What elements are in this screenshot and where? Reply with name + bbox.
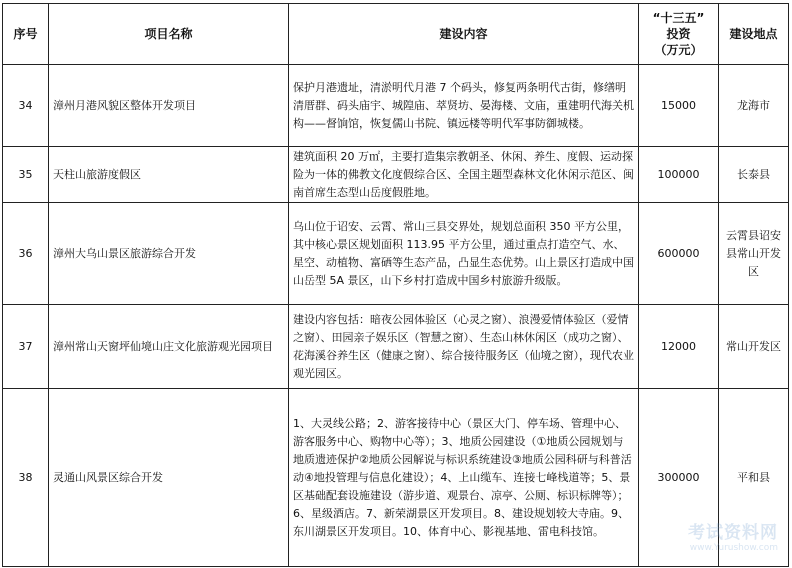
row-name: 灵通山风景区综合开发	[49, 389, 289, 567]
row-investment: 15000	[639, 65, 719, 147]
header-row	[3, 4, 789, 65]
row-no: 36	[3, 203, 49, 305]
row-content: 保护月港遗址，清淤明代月港 7 个码头，修复两条明代古街，修缮明清厝群、码头庙宇、城隍庙、萃贤坊、晏海楼、文庙，重建明代海关机构——督饷馆，恢复儒山书院、镇远楼等明代军事防御城楼。	[289, 65, 639, 147]
row-location: 龙海市	[719, 65, 789, 147]
row-investment: 300000	[639, 389, 719, 567]
row-content: 乌山位于诏安、云霄、常山三县交界处，规划总面积 350 平方公里，其中核心景区规划面积 113.95 平方公里，通过重点打造空气、水、星空、动植物、富硒等生态产品，凸显生态优势。山上景区打造成中国山岳型 5A 景区，山下乡村打造成中国乡村旅游升级版。	[289, 203, 639, 305]
header-investment-line3: （万元）	[654, 43, 703, 57]
header-name: 项目名称	[49, 4, 289, 65]
header-investment-line2: 投资	[666, 27, 691, 41]
table-row	[3, 65, 789, 147]
header-location: 建设地点	[719, 4, 789, 65]
row-investment: 12000	[639, 305, 719, 389]
header-content: 建设内容	[289, 4, 639, 65]
row-name: 天柱山旅游度假区	[49, 147, 289, 203]
table-row	[3, 203, 789, 305]
header-investment	[639, 4, 719, 65]
watermark-title: 考试资料网	[688, 523, 778, 543]
row-content: 1、大灵线公路；2、游客接待中心（景区大门、停车场、管理中心、游客服务中心、购物中心等）；3、地质公园建设（①地质公园规划与地质遗迹保护②地质公园解说与标识系统建设③地质公园科研与科普活动④地投管理与信息化建设）；4、上山缆车、连接七峰栈道等；5、景区基础配套设施建设（游步道、观景台、凉亭、公厕、标识标牌等）；6、星级酒店。7、新荣湖景区开发项目。8、建设规划较大寺庙。9、东川湖景区开发项目。10、体育中心、影视基地、雷电科技馆。	[289, 389, 639, 567]
row-no: 35	[3, 147, 49, 203]
row-name: 漳州大乌山景区旅游综合开发	[49, 203, 289, 305]
table-row	[3, 147, 789, 203]
row-name: 漳州常山天窗坪仙境山庄文化旅游观光园项目	[49, 305, 289, 389]
row-no: 37	[3, 305, 49, 389]
row-no: 34	[3, 65, 49, 147]
header-no: 序号	[3, 4, 49, 65]
row-investment: 100000	[639, 147, 719, 203]
row-content: 建设内容包括：暗夜公园体验区（心灵之窗）、浪漫爱情体验区（爱情之窗）、田园亲子娱乐区（智慧之窗）、生态山林休闲区（成功之窗）、花海溪谷养生区（健康之窗）、综合接待服务区（仙境之窗），现代农业观光园区。	[289, 305, 639, 389]
table-row	[3, 389, 789, 567]
watermark-url: www.Yurushow.com	[689, 543, 778, 553]
row-content: 建筑面积 20 万㎡，主要打造集宗教朝圣、休闲、养生、度假、运动探险为一体的佛教文化度假综合区、全国主题型森林文化休闲示范区、闽南首席生态型山岳度假胜地。	[289, 147, 639, 203]
row-location: 云霄县诏安县常山开发区	[719, 203, 789, 305]
row-location: 平和县	[719, 389, 789, 567]
row-name: 漳州月港风貌区整体开发项目	[49, 65, 289, 147]
table-row	[3, 305, 789, 389]
row-investment: 600000	[639, 203, 719, 305]
project-table	[2, 3, 789, 567]
row-no: 38	[3, 389, 49, 567]
row-location: 长泰县	[719, 147, 789, 203]
header-investment-line1: “十三五”	[652, 11, 705, 25]
row-location: 常山开发区	[719, 305, 789, 389]
